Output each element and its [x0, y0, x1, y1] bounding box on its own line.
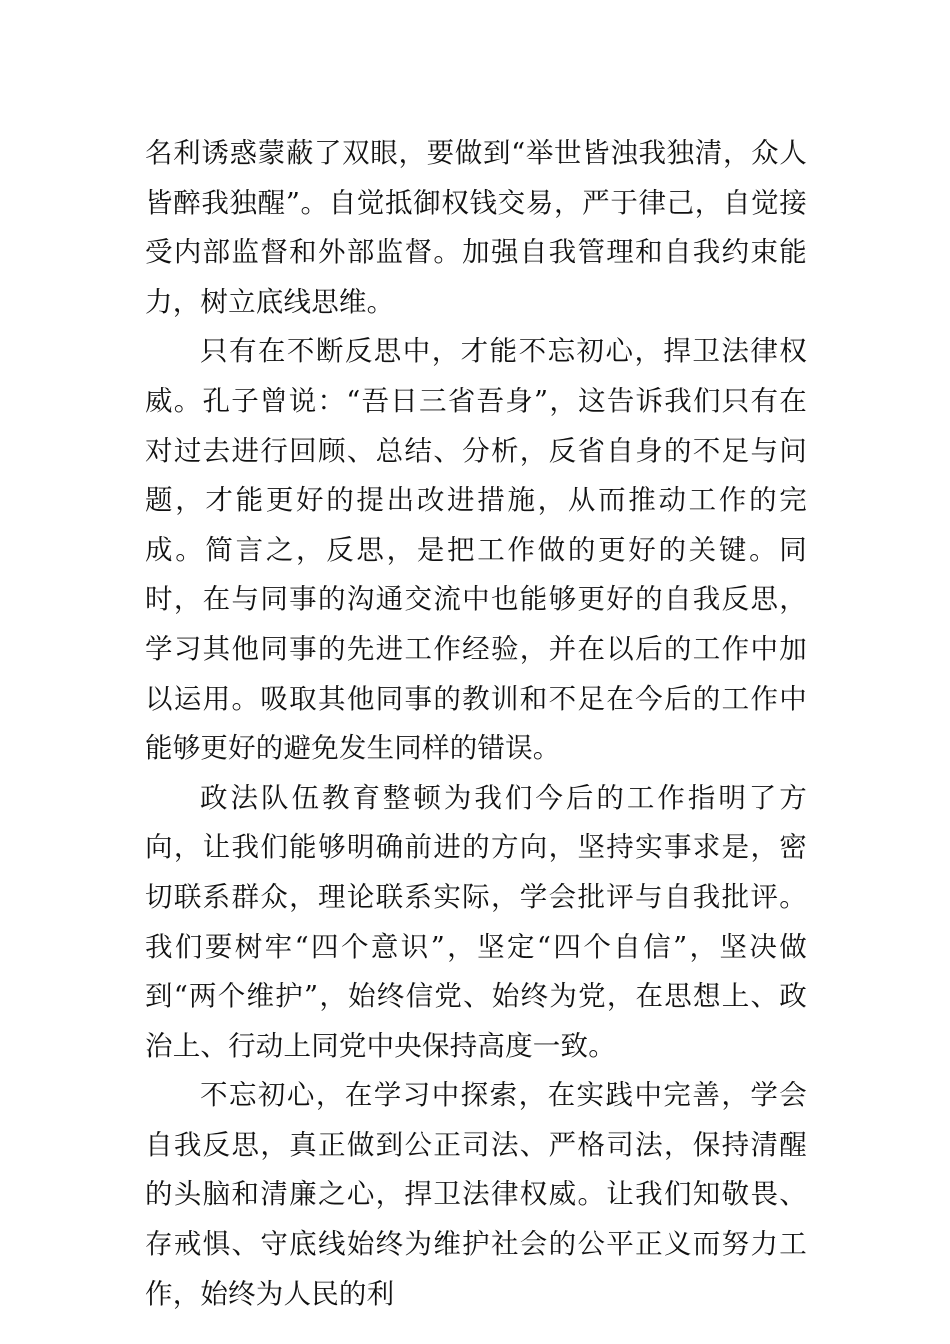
document-body	[145, 129, 807, 1319]
paragraph-continuation: 名利诱惑蒙蔽了双眼，要做到“举世皆浊我独清，众人皆醉我独醒”。自觉抵御权钱交易，严于律己，自觉接受内部监督和外部监督。加强自我管理和自我约束能力，树立底线思维。	[145, 137, 807, 318]
paragraph-education-rectification: 政法队伍教育整顿为我们今后的工作指明了方向，让我们能够明确前进的方向，坚持实事求是，密切联系群众，理论联系实际，学会批评与自我批评。我们要树牢“四个意识”，坚定“四个自信”，坚决做到“两个维护”，始终信党、始终为党，在思想上、政治上、行动上同党中央保持高度一致。	[145, 781, 807, 1062]
paragraph-original-aspiration: 不忘初心，在学习中探索，在实践中完善，学会自我反思，真正做到公正司法、严格司法，保持清醒的头脑和清廉之心，捍卫法律权威。让我们知敬畏、存戒惧、守底线始终为维护社会的公平正义而努力工作，始终为人民的利	[145, 1079, 807, 1310]
paragraph-reflection: 只有在不断反思中，才能不忘初心，捍卫法律权威。孔子曾说：“吾日三省吾身”，这告诉我们只有在对过去进行回顾、总结、分析，反省自身的不足与问题，才能更好的提出改进措施，从而推动工作的完成。简言之，反思，是把工作做的更好的关键。同时，在与同事的沟通交流中也能够更好的自我反思，学习其他同事的先进工作经验，并在以后的工作中加以运用。吸取其他同事的教训和不足在今后的工作中能够更好的避免发生同样的错误。	[145, 335, 807, 765]
